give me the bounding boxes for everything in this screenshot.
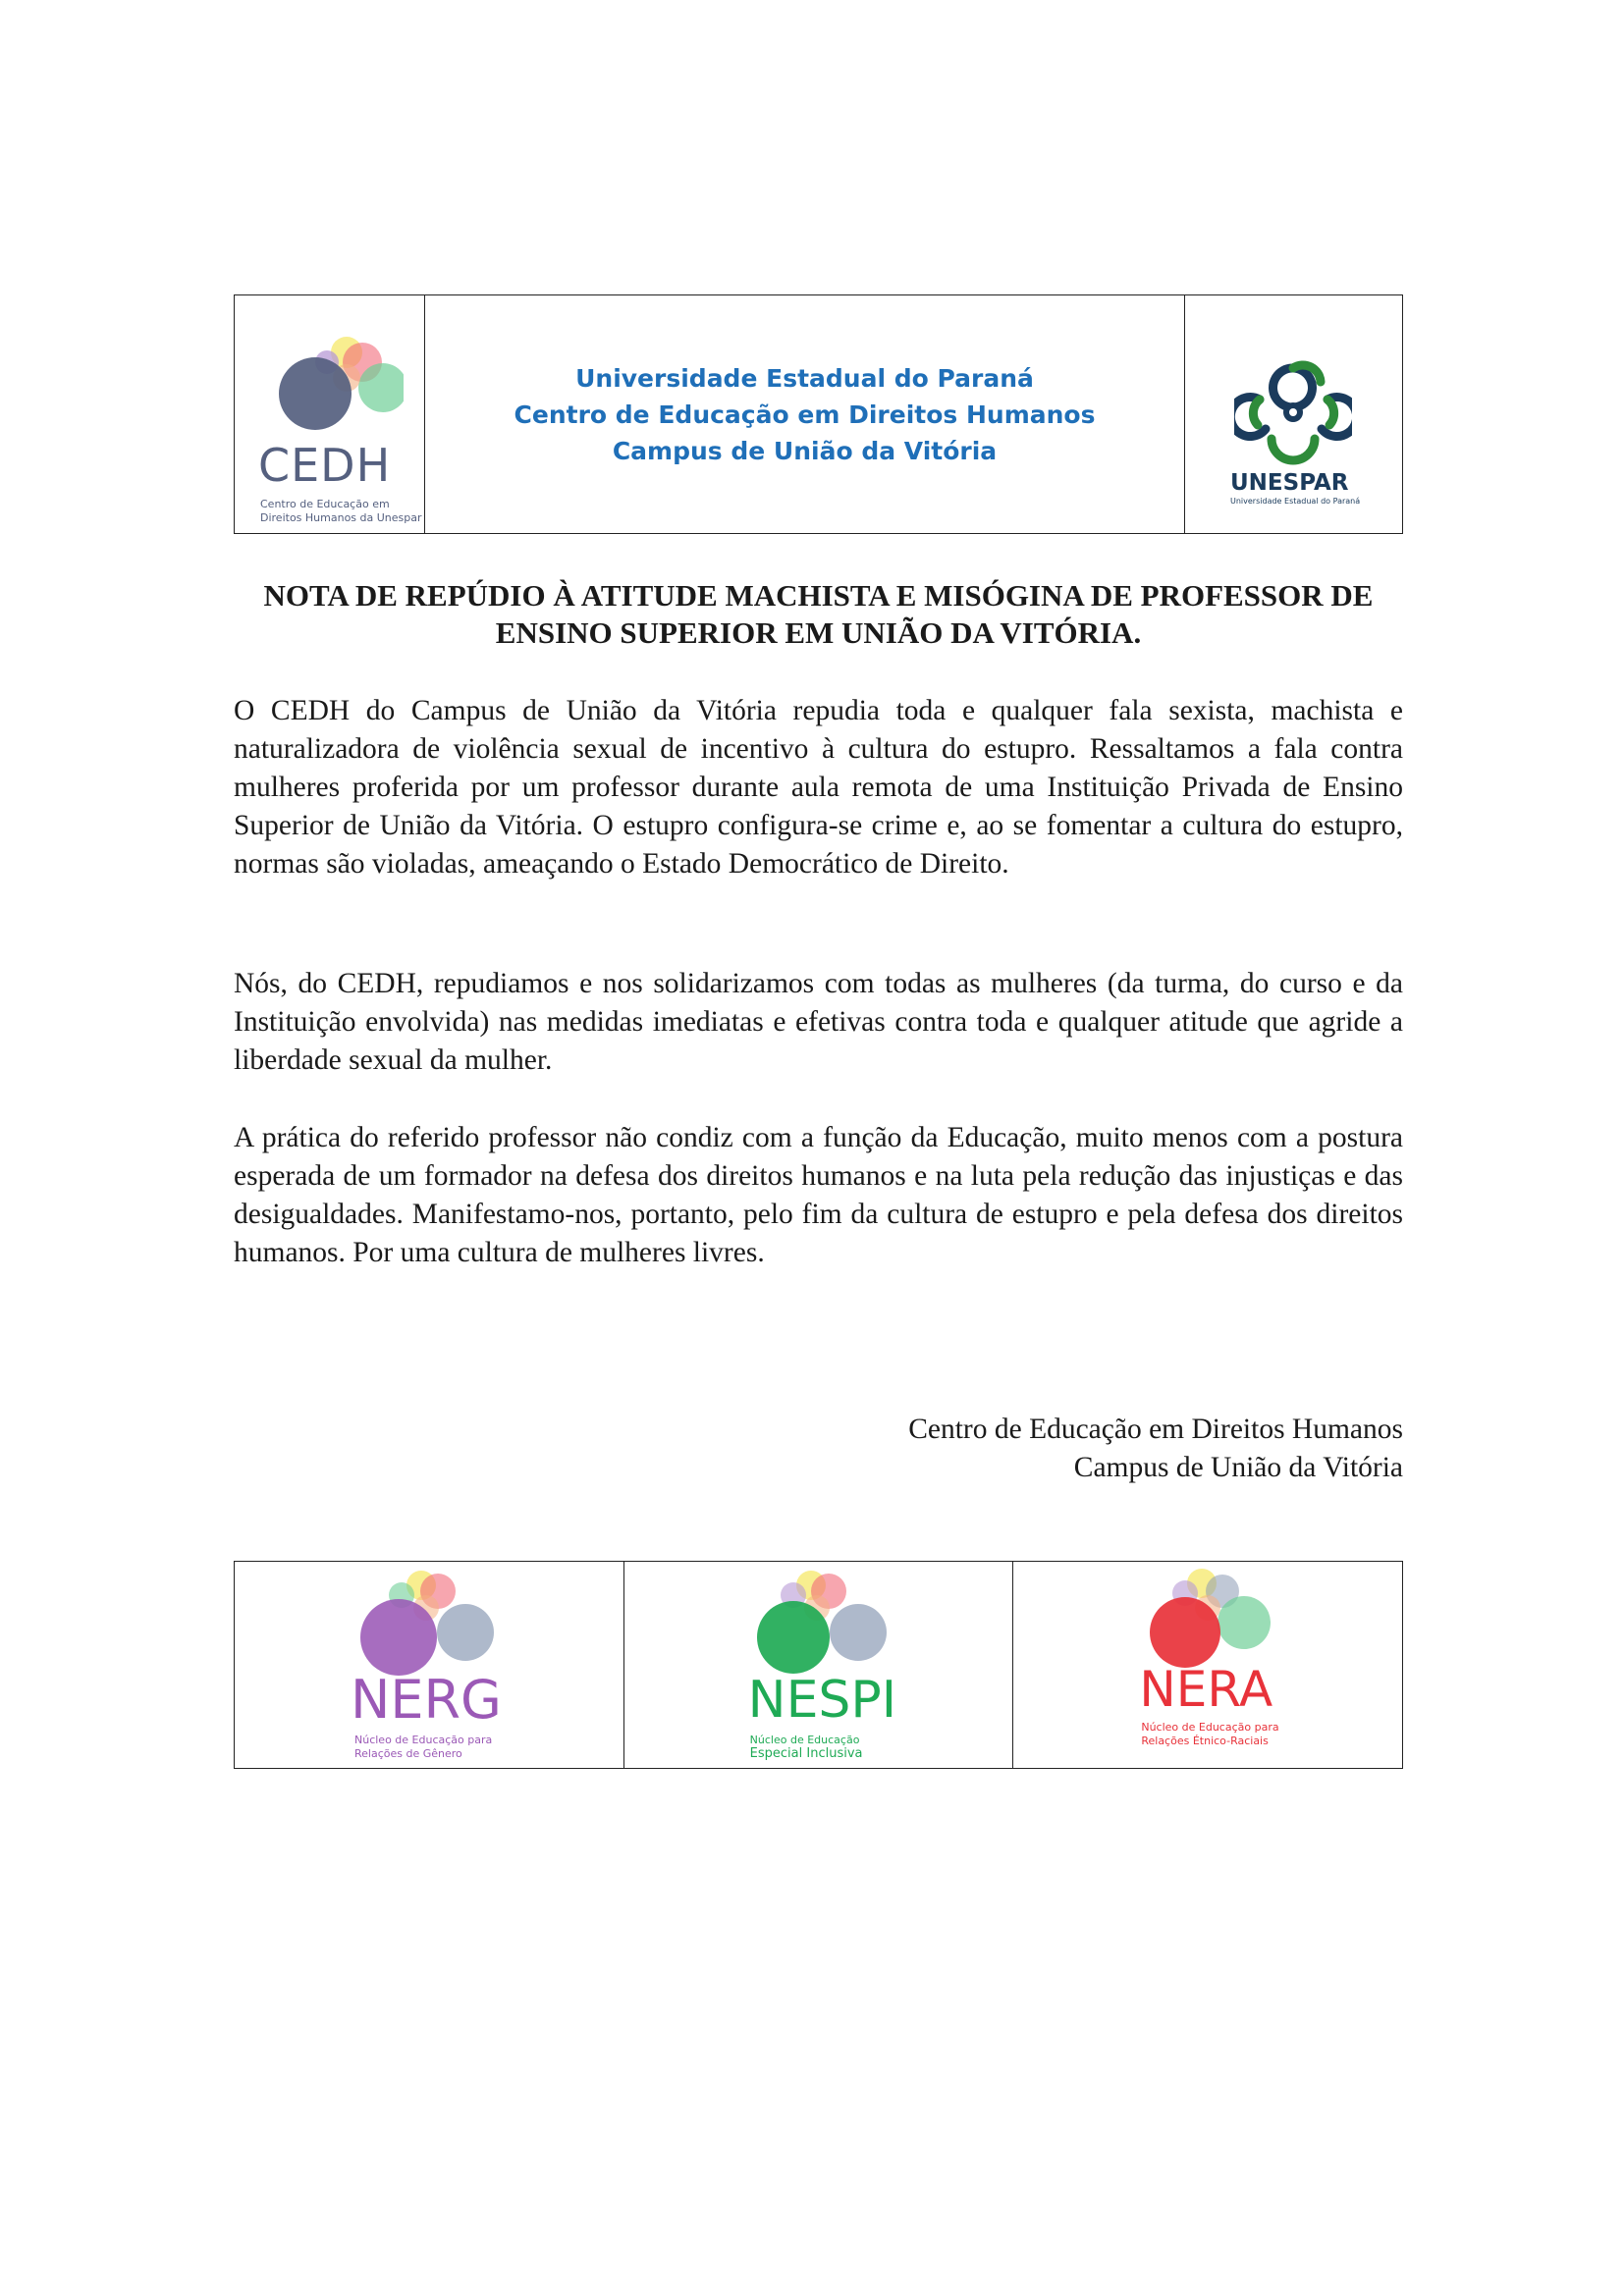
cedh-subtitle-2: Direitos Humanos da Unespar: [260, 511, 422, 524]
nerg-subtitle-1: Núcleo de Educação para: [354, 1734, 493, 1746]
nerg-subtitle-2: Relações de Gênero: [354, 1747, 462, 1760]
nera-circles-icon: [1131, 1564, 1288, 1672]
cedh-logo-cell: [235, 295, 425, 533]
document-title: NOTA DE REPÚDIO À ATITUDE MACHISTA E MISÓGINA DE PROFESSOR DE ENSINO SUPERIOR EM UNIÃO DA VITÓRIA.: [263, 578, 1374, 650]
cedh-subtitle-1: Centro de Educação em: [260, 498, 390, 510]
footer-logos-table: [234, 1561, 1403, 1769]
unespar-subtitle: Universidade Estadual do Paraná: [1230, 497, 1361, 506]
unespar-logo-cell: [1184, 295, 1402, 533]
paragraph-3: A prática do referido professor não condiz com a função da Educação, muito menos com a postura esperada de um formador na defesa dos direitos humanos e na luta pela redução das injustiças e das desigualdades. Manifestamo-nos, portanto, pelo fim da cultura de estupro e pela defesa dos direitos humanos. Por uma cultura de mulheres livres.: [234, 1122, 1403, 1268]
nespi-circles-icon: [742, 1564, 899, 1677]
center-name: Centro de Educação em Direitos Humanos: [514, 400, 1096, 429]
nera-subtitle-1: Núcleo de Educação para: [1141, 1721, 1279, 1734]
institution-cell: [425, 295, 1184, 533]
nerg-circles-icon: [348, 1564, 505, 1677]
nera-acronym: NERA: [1139, 1661, 1273, 1718]
signature-line-1: Centro de Educação em Direitos Humanos: [908, 1414, 1403, 1445]
institution-name: Universidade Estadual do Paraná: [575, 363, 1034, 393]
nespi-acronym: NESPI: [747, 1671, 897, 1730]
header-table: [234, 294, 1403, 534]
nespi-subtitle-1: Núcleo de Educação: [749, 1734, 860, 1746]
unespar-emblem-icon: [1234, 358, 1352, 466]
nespi-logo-cell: [623, 1562, 1013, 1768]
nera-subtitle-2: Relações Étnico-Raciais: [1141, 1735, 1269, 1747]
unespar-acronym: UNESPAR: [1230, 470, 1349, 496]
cedh-acronym: CEDH: [258, 439, 392, 492]
cedh-circles-icon: [256, 333, 404, 431]
signature-line-2: Campus de União da Vitória: [1073, 1452, 1403, 1483]
nera-logo-cell: [1012, 1562, 1402, 1768]
nerg-acronym: NERG: [351, 1669, 502, 1731]
nespi-subtitle-2: Especial Inclusiva: [749, 1746, 863, 1761]
paragraph-2: Nós, do CEDH, repudiamos e nos solidarizamos com todas as mulheres (da turma, do curso e da Instituição envolvida) nas medidas imediatas e efetivas contra toda e qualquer atitude que agride a liberdade sexual da mulher.: [234, 968, 1403, 1076]
paragraph-1: O CEDH do Campus de União da Vitória repudia toda e qualquer fala sexista, machista e naturalizadora de violência sexual de incentivo à cultura do estupro. Ressaltamos a fala contra mulheres proferida por um professor durante aula remota de uma Instituição Privada de Ensino Superior de União da Vitória. O estupro configura-se crime e, ao se fomentar a cultura do estupro, normas são violadas, ameaçando o Estado Democrático de Direito.: [234, 695, 1403, 880]
nerg-logo-cell: [235, 1562, 623, 1768]
campus-name: Campus de União da Vitória: [612, 436, 998, 465]
